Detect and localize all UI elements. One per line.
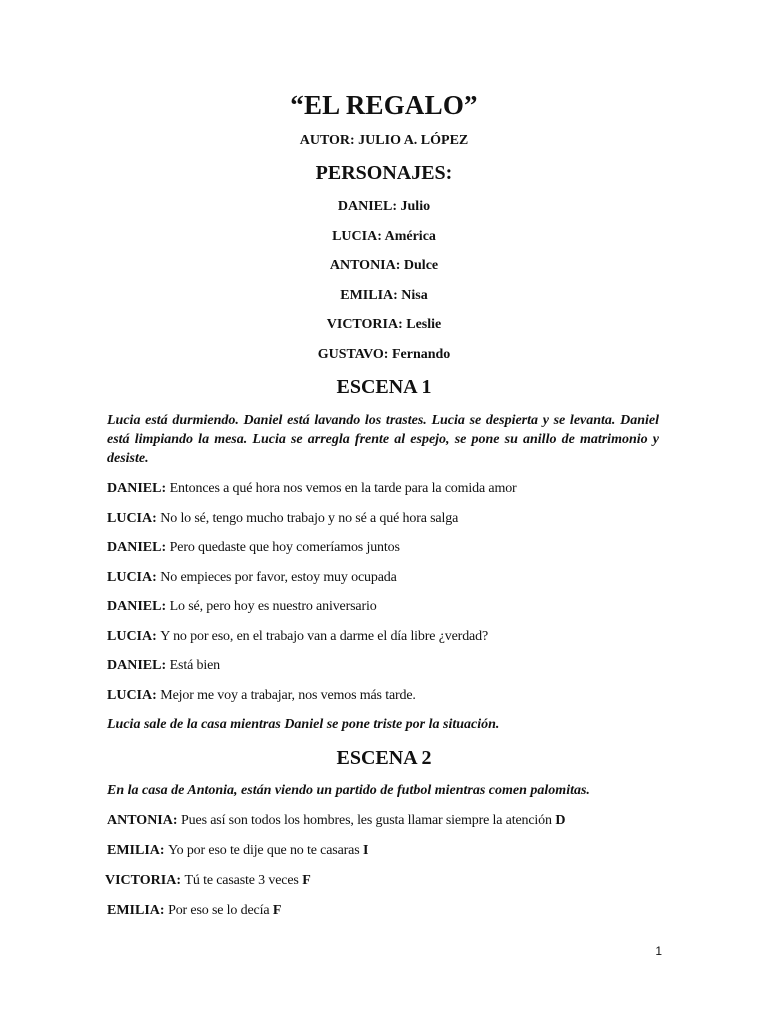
character-item: LUCIA: América [332, 228, 436, 244]
dialogue-line [107, 687, 667, 705]
dialogue-line [107, 480, 667, 498]
speaker-name: LUCIA: [107, 688, 157, 703]
character-item: EMILIA: Nisa [340, 287, 428, 303]
dialogue-text: Tú te casaste 3 veces [184, 873, 299, 888]
stage-direction: Lucia está durmiendo. Daniel está lavando los trastes. Lucia se despierta y se levanta. Daniel está limpiando la mesa. Lucia se arregla frente al espejo, se pone su anillo de matrimonio y desiste. [107, 413, 659, 466]
speaker-name: DANIEL: [107, 481, 167, 496]
dialogue-text: No empieces por favor, estoy muy ocupada [160, 570, 397, 585]
speaker-name: LUCIA: [107, 511, 157, 526]
characters-heading: PERSONAJES: [315, 162, 453, 184]
dialogue-text: Yo por eso te dije que no te casaras [168, 843, 360, 858]
dialogue-text: No lo sé, tengo mucho trabajo y no sé a qué hora salga [160, 511, 459, 526]
dialogue-line [107, 812, 667, 830]
speaker-name: LUCIA: [107, 629, 157, 644]
annotation-mark: D [555, 813, 566, 828]
dialogue-text: Entonces a qué hora nos vemos en la tarde para la comida amor [169, 481, 517, 496]
scene-heading: ESCENA 2 [336, 747, 432, 769]
dialogue-text: Mejor me voy a trabajar, nos vemos más tarde. [160, 688, 416, 703]
dialogue-line [105, 872, 665, 890]
stage-direction: Lucia sale de la casa mientras Daniel se pone triste por la situación. [107, 717, 500, 732]
dialogue-line [107, 628, 667, 646]
speaker-name: EMILIA: [107, 903, 165, 918]
dialogue-text: Pero quedaste que hoy comeríamos juntos [169, 540, 400, 555]
dialogue-line [107, 657, 667, 675]
annotation-mark: F [272, 903, 282, 918]
dialogue-line [107, 510, 667, 528]
annotation-mark: F [302, 873, 311, 888]
play-title: “EL REGALO” [290, 90, 478, 120]
dialogue-line [107, 842, 667, 860]
dialogue-text: Por eso se lo decía [168, 903, 270, 918]
scene-heading: ESCENA 1 [336, 376, 432, 398]
character-list [0, 198, 768, 376]
stage-direction: En la casa de Antonia, están viendo un partido de futbol mientras comen palomitas. [107, 783, 590, 798]
dialogue-line [107, 598, 667, 616]
dialogue-text: Lo sé, pero hoy es nuestro aniversario [169, 599, 377, 614]
author-line: AUTOR: JULIO A. LÓPEZ [299, 133, 469, 148]
dialogue-text: Está bien [169, 658, 220, 673]
character-item: ANTONIA: Dulce [329, 258, 439, 274]
dialogue-text: Pues así son todos los hombres, les gusta llamar siempre la atención [181, 813, 552, 828]
dialogue-line [107, 902, 667, 920]
speaker-name: DANIEL: [107, 540, 167, 555]
page-number: 1 [655, 944, 662, 958]
speaker-name: VICTORIA: [105, 873, 181, 888]
character-item: GUSTAVO: Fernando [317, 346, 451, 362]
speaker-name: EMILIA: [107, 843, 165, 858]
speaker-name: LUCIA: [107, 570, 157, 585]
speaker-name: ANTONIA: [107, 813, 178, 828]
character-item: DANIEL: Julio [337, 199, 431, 214]
annotation-mark: I [363, 843, 369, 858]
speaker-name: DANIEL: [107, 658, 167, 673]
dialogue-line [107, 539, 667, 557]
speaker-name: DANIEL: [107, 599, 167, 614]
character-item: VICTORIA: Leslie [326, 317, 442, 333]
dialogue-line [107, 569, 667, 587]
dialogue-text: Y no por eso, en el trabajo van a darme el día libre ¿verdad? [160, 629, 489, 644]
